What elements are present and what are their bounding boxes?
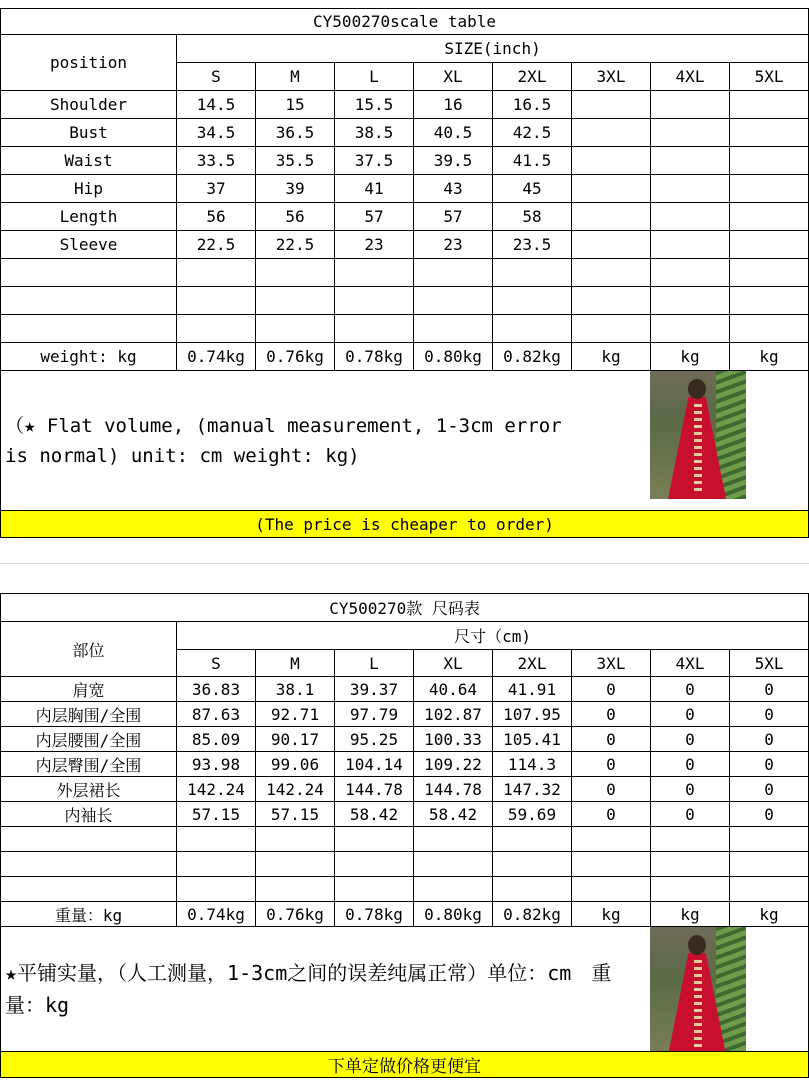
weight-cell: kg xyxy=(651,343,730,371)
table-cell xyxy=(572,91,651,119)
weight-cell: 0.74kg xyxy=(177,343,256,371)
table-cell xyxy=(651,287,730,315)
note-cell xyxy=(1,371,809,511)
table-cell: 15.5 xyxy=(335,91,414,119)
measurement-note: ★平铺实量，（人工测量，1-3cm之间的误差纯属正常）单位：cm 重量：kg xyxy=(5,961,612,1017)
table-cell: 107.95 xyxy=(493,702,572,727)
table-cell xyxy=(572,147,651,175)
table-cell: 16 xyxy=(414,91,493,119)
table-cell xyxy=(730,203,809,231)
table-cell: 0 xyxy=(572,727,651,752)
table-cell: 57.15 xyxy=(256,802,335,827)
product-photo xyxy=(650,927,746,1052)
table-row xyxy=(1,175,809,203)
table-cell xyxy=(335,852,414,877)
table-cell xyxy=(493,287,572,315)
size-col-xl: XL xyxy=(414,63,493,91)
table-cell xyxy=(177,315,256,343)
table-row xyxy=(1,702,809,727)
table-cell xyxy=(414,287,493,315)
table-cell: 0 xyxy=(572,802,651,827)
table-cell: 40.5 xyxy=(414,119,493,147)
table-cell: 59.69 xyxy=(493,802,572,827)
table-cell xyxy=(651,877,730,902)
size-col-4xl: 4XL xyxy=(651,63,730,91)
table-row xyxy=(1,203,809,231)
size-col-s: S xyxy=(177,63,256,91)
table-cell: 37.5 xyxy=(335,147,414,175)
table-cell: 41.5 xyxy=(493,147,572,175)
table-cell xyxy=(651,147,730,175)
table-cell: 0 xyxy=(651,777,730,802)
table-cell: 147.32 xyxy=(493,777,572,802)
table-cell: 95.25 xyxy=(335,727,414,752)
table-cell: 57 xyxy=(335,203,414,231)
size-col-2xl: 2XL xyxy=(493,63,572,91)
table-cell: 0 xyxy=(572,702,651,727)
table-cell: 56 xyxy=(177,203,256,231)
table-cell: 15 xyxy=(256,91,335,119)
table-cell xyxy=(177,259,256,287)
weight-cell: 0.80kg xyxy=(414,902,493,927)
size-header: 尺寸（cm) xyxy=(177,622,809,650)
table-cell: 109.22 xyxy=(414,752,493,777)
weight-label: weight: kg xyxy=(1,343,177,371)
table-cell xyxy=(572,877,651,902)
table-cell: 14.5 xyxy=(177,91,256,119)
table-cell xyxy=(730,287,809,315)
table-cell: 0 xyxy=(730,677,809,702)
table-cell: 36.83 xyxy=(177,677,256,702)
table-cell xyxy=(651,119,730,147)
table-cell: 23 xyxy=(414,231,493,259)
table-cell: 39 xyxy=(256,175,335,203)
table-cell: 0 xyxy=(651,677,730,702)
weight-cell: kg xyxy=(651,902,730,927)
table-cell xyxy=(256,877,335,902)
table-cell: 92.71 xyxy=(256,702,335,727)
size-table-chinese xyxy=(0,593,809,1078)
size-col-3xl: 3XL xyxy=(572,63,651,91)
table-cell: 0 xyxy=(730,727,809,752)
row-label: Length xyxy=(1,203,177,231)
table-cell xyxy=(572,287,651,315)
table-cell: 97.79 xyxy=(335,702,414,727)
row-label: Bust xyxy=(1,119,177,147)
table-cell xyxy=(651,231,730,259)
table-cell xyxy=(177,287,256,315)
table-cell xyxy=(335,315,414,343)
weight-cell: kg xyxy=(730,902,809,927)
size-col-l: L xyxy=(335,650,414,677)
size-table-english xyxy=(0,8,809,538)
table-cell xyxy=(730,147,809,175)
table-row xyxy=(1,877,809,902)
table-cell: 22.5 xyxy=(256,231,335,259)
table-cell: 102.87 xyxy=(414,702,493,727)
table-cell: 45 xyxy=(493,175,572,203)
table-cell: 36.5 xyxy=(256,119,335,147)
weight-row xyxy=(1,343,809,371)
price-banner: 下单定做价格更便宜 xyxy=(1,1052,809,1078)
weight-cell: 0.78kg xyxy=(335,343,414,371)
embroidery-trim xyxy=(694,401,702,491)
row-label: 内层臀围/全围 xyxy=(1,752,177,777)
row-label: Shoulder xyxy=(1,91,177,119)
row-label: Waist xyxy=(1,147,177,175)
note-cell xyxy=(1,927,809,1052)
table-cell: 0 xyxy=(572,677,651,702)
table-cell: 39.37 xyxy=(335,677,414,702)
table-cell xyxy=(651,175,730,203)
table-cell: 0 xyxy=(651,727,730,752)
table-row xyxy=(1,91,809,119)
table-cell xyxy=(493,315,572,343)
table-cell xyxy=(414,315,493,343)
table-cell xyxy=(493,827,572,852)
row-label: Sleeve xyxy=(1,231,177,259)
table-cell: 0 xyxy=(572,752,651,777)
row-label: Hip xyxy=(1,175,177,203)
size-col-5xl: 5XL xyxy=(730,650,809,677)
table-cell xyxy=(730,175,809,203)
table-cell: 142.24 xyxy=(256,777,335,802)
embroidery-trim xyxy=(694,957,702,1047)
grid-line xyxy=(0,563,809,564)
table-cell xyxy=(572,231,651,259)
weight-cell: 0.76kg xyxy=(256,902,335,927)
table-cell: 58 xyxy=(493,203,572,231)
table-row xyxy=(1,119,809,147)
row-label xyxy=(1,877,177,902)
table-cell: 35.5 xyxy=(256,147,335,175)
table-row xyxy=(1,852,809,877)
model-head xyxy=(688,935,706,955)
table-cell xyxy=(335,877,414,902)
table-row xyxy=(1,827,809,852)
weight-cell: 0.80kg xyxy=(414,343,493,371)
size-col-l: L xyxy=(335,63,414,91)
table-cell xyxy=(572,852,651,877)
table-cell: 87.63 xyxy=(177,702,256,727)
size-col-5xl: 5XL xyxy=(730,63,809,91)
weight-cell: kg xyxy=(572,343,651,371)
weight-cell: 0.82kg xyxy=(493,902,572,927)
size-col-4xl: 4XL xyxy=(651,650,730,677)
measurement-note: （★ Flat volume, (manual measurement, 1-3cm error is normal) unit: cm weight: kg) xyxy=(5,414,562,467)
table-cell xyxy=(730,259,809,287)
table-cell xyxy=(177,827,256,852)
row-label: 内袖长 xyxy=(1,802,177,827)
table-cell: 99.06 xyxy=(256,752,335,777)
product-photo xyxy=(650,371,746,499)
table-cell xyxy=(651,852,730,877)
table-cell xyxy=(730,315,809,343)
table-cell: 0 xyxy=(651,752,730,777)
table-title: CY500270款 尺码表 xyxy=(1,594,809,622)
size-col-2xl: 2XL xyxy=(493,650,572,677)
table-cell xyxy=(572,119,651,147)
position-header: 部位 xyxy=(1,622,177,677)
table-row xyxy=(1,287,809,315)
position-header: position xyxy=(1,35,177,91)
table-cell: 37 xyxy=(177,175,256,203)
table-cell xyxy=(414,877,493,902)
table-cell xyxy=(651,315,730,343)
table-cell: 33.5 xyxy=(177,147,256,175)
table-cell: 100.33 xyxy=(414,727,493,752)
table-cell xyxy=(651,91,730,119)
weight-cell: 0.78kg xyxy=(335,902,414,927)
weight-cell: 0.82kg xyxy=(493,343,572,371)
table-cell xyxy=(177,852,256,877)
table-cell xyxy=(730,91,809,119)
model-head xyxy=(688,379,706,399)
table-cell xyxy=(730,827,809,852)
table-cell: 23 xyxy=(335,231,414,259)
table-cell xyxy=(493,877,572,902)
table-cell: 114.3 xyxy=(493,752,572,777)
table-cell: 34.5 xyxy=(177,119,256,147)
table-cell xyxy=(572,315,651,343)
row-label xyxy=(1,259,177,287)
table-cell xyxy=(493,852,572,877)
table-cell: 0 xyxy=(572,777,651,802)
table-cell: 43 xyxy=(414,175,493,203)
size-col-m: M xyxy=(256,63,335,91)
table-cell xyxy=(335,259,414,287)
table-cell: 16.5 xyxy=(493,91,572,119)
table-cell: 38.1 xyxy=(256,677,335,702)
price-banner: (The price is cheaper to order) xyxy=(1,511,809,538)
table-cell xyxy=(177,877,256,902)
row-label: 肩宽 xyxy=(1,677,177,702)
row-label xyxy=(1,315,177,343)
table-row xyxy=(1,315,809,343)
table-cell: 144.78 xyxy=(335,777,414,802)
table-cell: 142.24 xyxy=(177,777,256,802)
row-label: 内层胸围/全围 xyxy=(1,702,177,727)
table-cell: 58.42 xyxy=(335,802,414,827)
size-col-3xl: 3XL xyxy=(572,650,651,677)
table-title: CY500270scale table xyxy=(1,9,809,35)
row-label: 内层腰围/全围 xyxy=(1,727,177,752)
table-cell: 56 xyxy=(256,203,335,231)
table-cell: 0 xyxy=(730,752,809,777)
table-cell: 105.41 xyxy=(493,727,572,752)
size-header: SIZE(inch) xyxy=(177,35,809,63)
table-cell: 144.78 xyxy=(414,777,493,802)
table-cell: 85.09 xyxy=(177,727,256,752)
weight-cell: 0.76kg xyxy=(256,343,335,371)
table-cell: 41 xyxy=(335,175,414,203)
table-cell xyxy=(572,175,651,203)
table-cell xyxy=(730,119,809,147)
table-row xyxy=(1,259,809,287)
table-cell: 57.15 xyxy=(177,802,256,827)
weight-cell: kg xyxy=(730,343,809,371)
table-cell xyxy=(414,852,493,877)
table-cell xyxy=(572,203,651,231)
table-cell xyxy=(572,259,651,287)
size-col-s: S xyxy=(177,650,256,677)
table-cell: 22.5 xyxy=(177,231,256,259)
table-cell xyxy=(335,827,414,852)
table-cell: 0 xyxy=(730,702,809,727)
table-cell xyxy=(730,852,809,877)
table-cell: 0 xyxy=(730,777,809,802)
table-cell: 104.14 xyxy=(335,752,414,777)
table-cell: 57 xyxy=(414,203,493,231)
table-cell xyxy=(572,827,651,852)
table-cell: 41.91 xyxy=(493,677,572,702)
table-cell xyxy=(256,852,335,877)
table-cell xyxy=(256,827,335,852)
table-cell: 23.5 xyxy=(493,231,572,259)
table-cell: 90.17 xyxy=(256,727,335,752)
table-cell xyxy=(414,827,493,852)
table-cell: 0 xyxy=(730,802,809,827)
weight-cell: 0.74kg xyxy=(177,902,256,927)
table-cell xyxy=(651,259,730,287)
table-cell: 42.5 xyxy=(493,119,572,147)
weight-row xyxy=(1,902,809,927)
table-cell: 40.64 xyxy=(414,677,493,702)
table-row xyxy=(1,802,809,827)
table-cell: 39.5 xyxy=(414,147,493,175)
table-row xyxy=(1,147,809,175)
row-label xyxy=(1,852,177,877)
row-label xyxy=(1,827,177,852)
size-col-xl: XL xyxy=(414,650,493,677)
table-cell xyxy=(256,315,335,343)
table-cell xyxy=(730,231,809,259)
table-cell xyxy=(730,877,809,902)
table-cell xyxy=(414,259,493,287)
weight-cell: kg xyxy=(572,902,651,927)
row-label xyxy=(1,287,177,315)
table-row xyxy=(1,727,809,752)
table-row xyxy=(1,231,809,259)
row-label: 外层裙长 xyxy=(1,777,177,802)
table-cell: 58.42 xyxy=(414,802,493,827)
table-row xyxy=(1,777,809,802)
table-cell: 38.5 xyxy=(335,119,414,147)
weight-label: 重量：kg xyxy=(1,902,177,927)
table-cell xyxy=(651,203,730,231)
table-cell xyxy=(651,827,730,852)
table-row xyxy=(1,752,809,777)
table-cell xyxy=(493,259,572,287)
table-row xyxy=(1,677,809,702)
table-cell xyxy=(335,287,414,315)
table-cell: 0 xyxy=(651,802,730,827)
table-cell: 93.98 xyxy=(177,752,256,777)
size-col-m: M xyxy=(256,650,335,677)
table-cell xyxy=(256,287,335,315)
table-cell xyxy=(256,259,335,287)
table-cell: 0 xyxy=(651,702,730,727)
